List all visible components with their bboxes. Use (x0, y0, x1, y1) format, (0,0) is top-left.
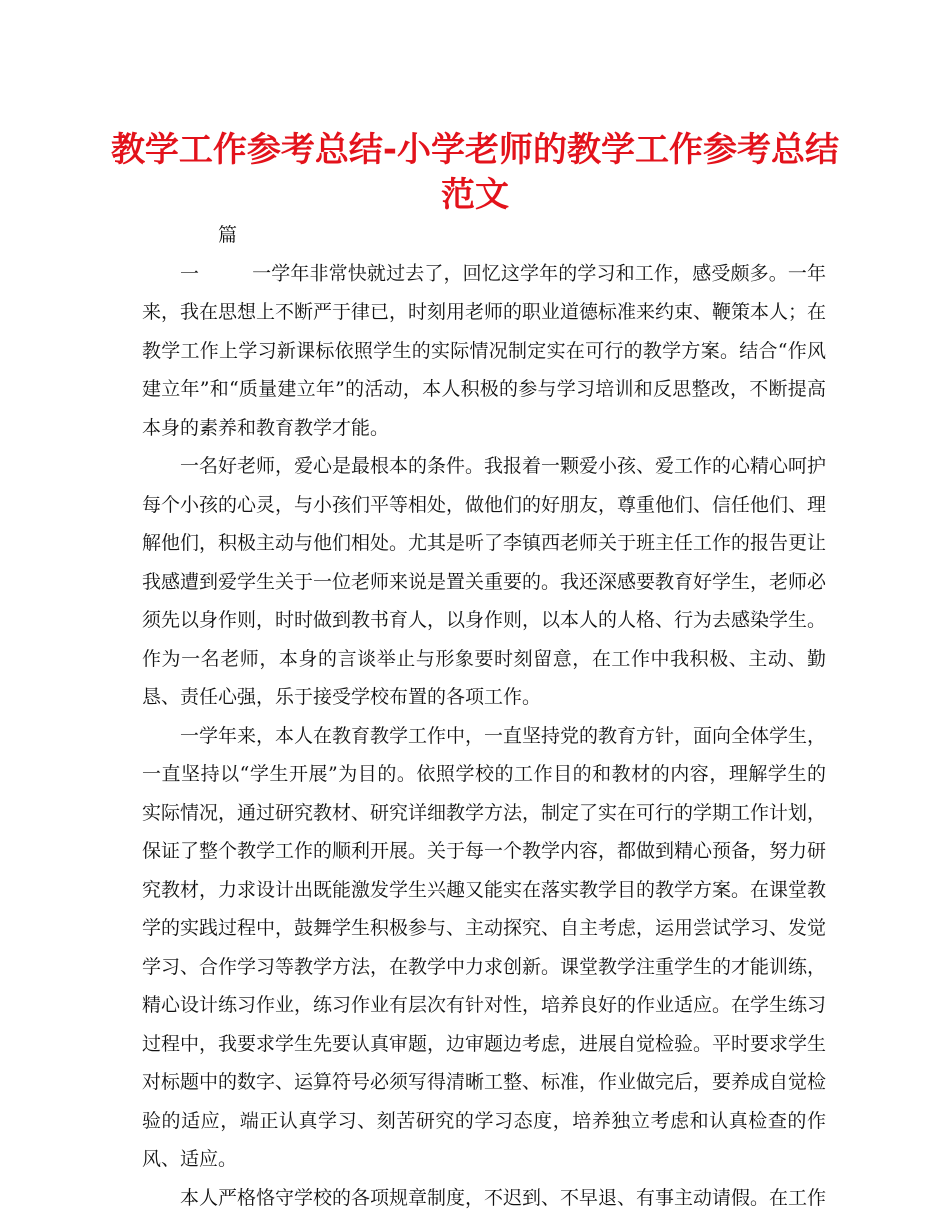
paragraph-3: 一学年来，本人在教育教学工作中，一直坚持党的教育方针，面向全体学生，一直坚持以“学生开展”为目的。依照学校的工作目的和教材的内容，理解学生的实际情况，通过研究教材、研究详细教学方法，制定了实在可行的学期工作计划，保证了整个教学工作的顺利开展。关于每一个教学内容，都做到精心预备，努力研究教材，力求设计出既能激发学生兴趣又能实在落实教学目的教学方案。在课堂教学的实践过程中，鼓舞学生积极参与、主动探究、自主考虑，运用尝试学习、发觉学习、合作学习等教学方法，在教学中力求创新。课堂教学注重学生的才能训练，精心设计练习作业，练习作业有层次有针对性，培养良好的作业适应。在学生练习过程中，我要求学生先要认真审题，边审题边考虑，进展自觉检验。平时要求学生对标题中的数字、运算符号必须写得清晰工整、标准，作业做完后，要养成自觉检验的适应，端正认真学习、刻苦研究的学习态度，培养独立考虑和认真检查的作风、适应。 (142, 724, 827, 1170)
document-title-line-1: 教学工作参考总结-小学老师的教学工作参考总结 (110, 130, 840, 170)
section-label: 篇一 (180, 224, 238, 285)
document-body (142, 216, 826, 1217)
paragraph-4: 本人严格恪守学校的各项规章制度，不迟到、不早退、有事主动请假。在工作 (180, 1186, 827, 1209)
document-title-line-2: 范文 (441, 175, 509, 215)
paragraph-2: 一名好老师，爱心是最根本的条件。我报着一颗爱小孩、爱工作的心精心呵护每个小孩的心灵，与小孩们平等相处，做他们的好朋友，尊重他们、信任他们、理解他们，积极主动与他们相处。尤其是听了李镇西老师关于班主任工作的报告更让我感遭到爱学生关于一位老师来说是置关重要的。我还深感要教育好学生，老师必须先以身作则，时时做到教书育人，以身作则，以本人的人格、行为去感染学生。作为一名老师，本身的言谈举止与形象要时刻留意，在工作中我积极、主动、勤恳、责任心强，乐于接受学校布置的各项工作。 (142, 455, 827, 708)
paragraph-1-text: 一学年非常快就过去了，回忆这学年的学习和工作，感受颇多。一年来，我在思想上不断严于律已，时刻用老师的职业道德标准来约束、鞭策本人；在教学工作上学习新课标依照学生的实际情况制定实在可行的教学方案。结合“作风建立年”和“质量建立年”的活动，本人积极的参与学习培训和反思整改，不断提高本身的素养和教育教学才能。 (142, 262, 827, 439)
paragraph-1 (142, 216, 826, 447)
